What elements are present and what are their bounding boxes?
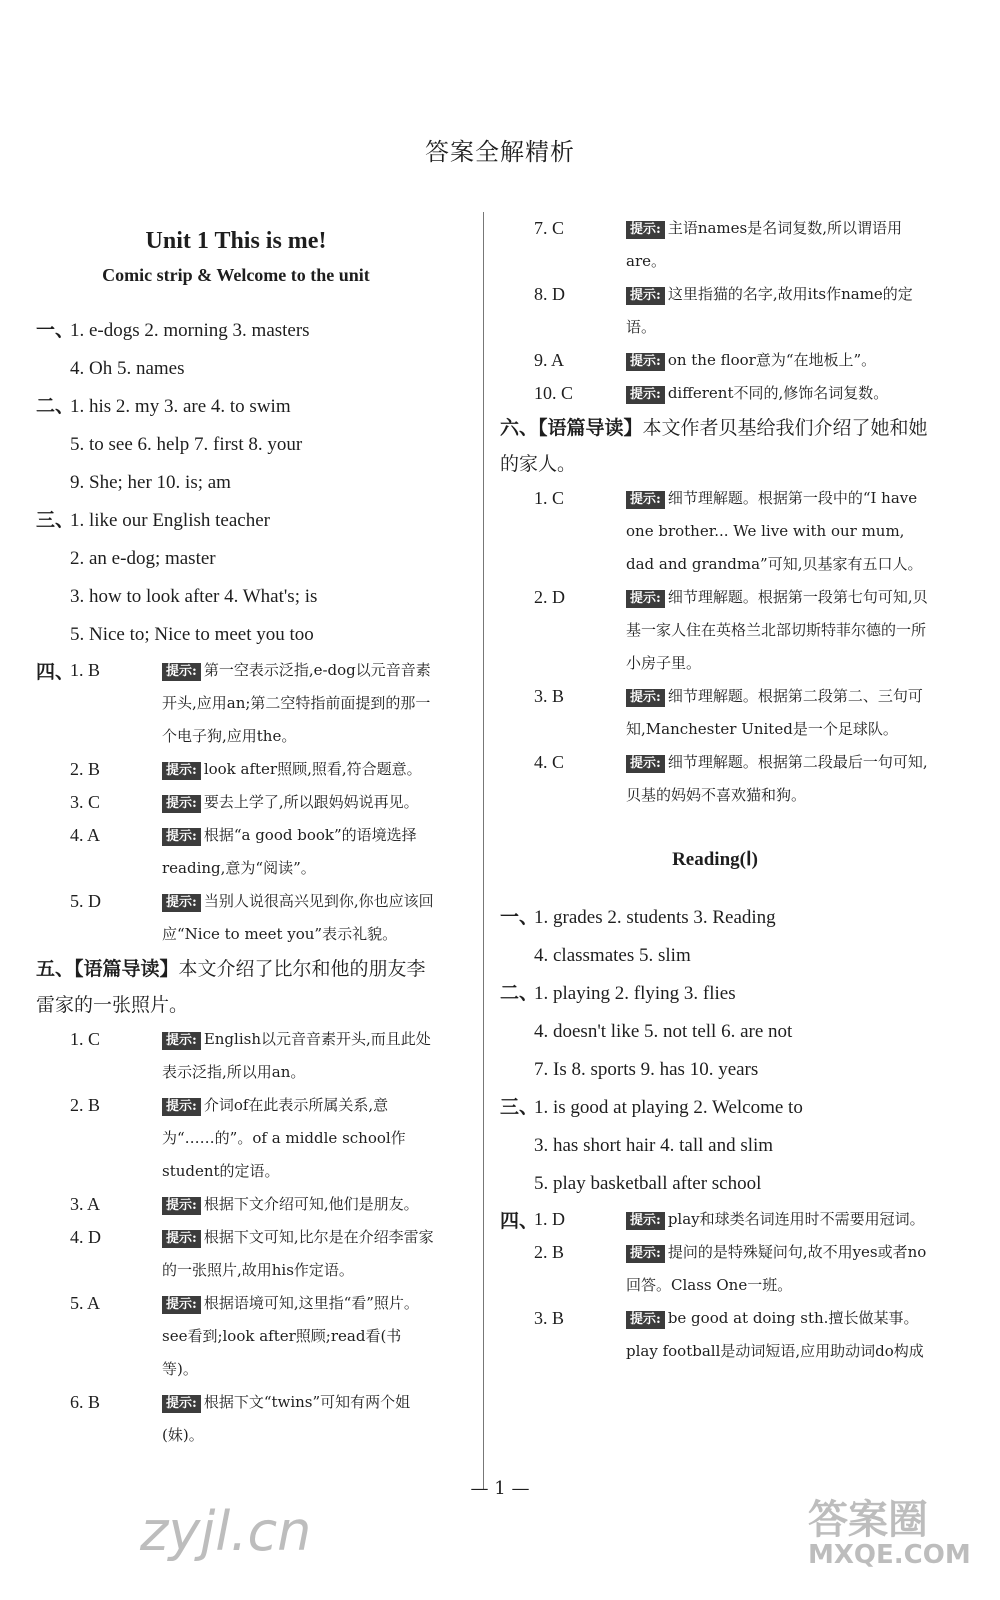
hint-item (70, 654, 436, 753)
answer-line: 5. play basketball after school (534, 1173, 762, 1194)
hint-text: play和球类名词连用时不需要用冠词。 (667, 1210, 925, 1228)
hint-text: 细节理解题。根据第二段第二、三句可知,Manchester United是一个足球队。 (626, 687, 923, 738)
hint-badge: 提示: (162, 894, 201, 912)
hint-badge: 提示: (626, 287, 665, 305)
passage-guide-text: 本文作者贝基给我们介绍了她和她的家人。 (500, 417, 928, 475)
hint-badge: 提示: (162, 1197, 201, 1215)
hint-text: look after照顾,照看,符合题意。 (203, 760, 422, 778)
hint-badge: 提示: (626, 590, 665, 608)
hint-badge: 提示: (626, 491, 665, 509)
section-number: 四、 (500, 1211, 539, 1232)
answer-line: 1. e-dogs 2. morning 3. masters (70, 320, 310, 341)
question-answer: 3. C (70, 792, 101, 812)
question-answer: 5. D (70, 891, 101, 911)
hint-badge: 提示: (162, 1098, 201, 1116)
section-number: 五、 (36, 958, 75, 980)
answer-line: 3. has short hair 4. tall and slim (534, 1135, 774, 1156)
section-subtitle: Comic strip & Welcome to the unit (102, 265, 370, 285)
reading-section-2 (500, 975, 930, 1089)
hint-item (70, 1386, 436, 1452)
hint-badge: 提示: (162, 795, 201, 813)
reading-title: Reading(Ⅰ) (672, 849, 758, 870)
question-answer: 6. B (70, 1392, 101, 1412)
watermark-logo: 答案圈 (808, 1497, 928, 1543)
section-1 (36, 312, 436, 388)
question-answer: 2. B (70, 759, 101, 779)
passage-intro (500, 410, 930, 482)
question-answer: 9. A (534, 350, 565, 370)
hint-item (534, 1203, 930, 1236)
answer-line: 5. to see 6. help 7. first 8. your (70, 434, 303, 455)
hint-item (534, 746, 930, 812)
reading-guide-label: 【语篇导读】 (538, 417, 643, 439)
hint-badge: 提示: (626, 353, 665, 371)
answer-line: 2. an e-dog; master (70, 548, 216, 569)
question-answer: 2. B (534, 1242, 565, 1262)
answer-line: 1. grades 2. students 3. Reading (534, 907, 776, 928)
hint-badge: 提示: (626, 1245, 665, 1263)
hint-text: 当别人说很高兴见到你,你也应该回应“Nice to meet you”表示礼貌。 (162, 892, 434, 943)
answer-line: 1. like our English teacher (70, 510, 270, 531)
question-answer: 8. D (534, 284, 565, 304)
hint-item (534, 377, 930, 410)
question-answer: 2. D (534, 587, 565, 607)
hint-text: 提问的是特殊疑问句,故不用yes或者no回答。Class One一班。 (626, 1243, 927, 1294)
hint-text: 要去上学了,所以跟妈妈说再见。 (203, 793, 419, 811)
column-divider (483, 212, 484, 1490)
hint-text: 第一空表示泛指,e-dog以元音音素开头,应用an;第二空特指前面提到的那一个电子狗,应用the。 (162, 661, 431, 745)
hint-text: 细节理解题。根据第一段中的“I have one brother... We live with our mum, dad and grandma”可知,贝基家有五口人。 (626, 489, 923, 573)
left-column (36, 228, 436, 1452)
hint-text: on the floor意为“在地板上”。 (667, 351, 877, 369)
hint-item (534, 680, 930, 746)
hint-text: 介词of在此表示所属关系,意为“……的”。of a middle school作student的定语。 (162, 1096, 406, 1180)
hint-item (70, 786, 436, 819)
hint-item (534, 581, 930, 680)
section-number: 三、 (500, 1097, 539, 1118)
hint-text: 根据“a good book”的语境选择reading,意为“阅读”。 (162, 826, 417, 877)
hint-text: 主语names是名词复数,所以谓语用are。 (626, 219, 902, 270)
hint-badge: 提示: (626, 1311, 665, 1329)
hint-item (70, 1023, 436, 1089)
question-answer: 1. C (70, 1029, 101, 1049)
page-title: 答案全解精析 (425, 138, 575, 166)
right-column (500, 212, 930, 1368)
hint-badge: 提示: (626, 689, 665, 707)
question-answer: 10. C (534, 383, 574, 403)
question-answer: 2. B (70, 1095, 101, 1115)
answer-line: 7. Is 8. sports 9. has 10. years (534, 1059, 759, 1080)
answer-line: 4. Oh 5. names (70, 358, 185, 379)
hint-badge: 提示: (162, 1230, 201, 1248)
hint-item (70, 1221, 436, 1287)
hint-badge: 提示: (162, 828, 201, 846)
section-2 (36, 388, 436, 502)
section-number: 二、 (500, 983, 539, 1004)
hint-badge: 提示: (162, 663, 201, 681)
question-answer: 1. B (70, 660, 101, 680)
section-number: 三、 (36, 510, 75, 531)
hint-text: 细节理解题。根据第一段第七句可知,贝基一家人住在英格兰北部切斯特菲尔德的一所小房子里。 (626, 588, 928, 672)
hint-text: 细节理解题。根据第二段最后一句可知,贝基的妈妈不喜欢猫和狗。 (626, 753, 928, 804)
hint-text: be good at doing sth.擅长做某事。play football是动词短语,应用助动词do构成 (626, 1309, 924, 1360)
hint-text: 根据下文“twins”可知有两个姐(妹)。 (162, 1393, 411, 1444)
answer-line: 3. how to look after 4. What's; is (70, 586, 318, 607)
hint-text: 这里指猫的名字,故用its作name的定语。 (626, 285, 913, 336)
section-number: 四、 (36, 662, 75, 683)
hint-item (70, 753, 436, 786)
question-answer: 3. B (534, 1308, 565, 1328)
hint-item (534, 344, 930, 377)
passage-intro (36, 951, 436, 1023)
hint-badge: 提示: (626, 221, 665, 239)
hint-badge: 提示: (162, 762, 201, 780)
hint-text: 根据下文可知,比尔是在介绍李雷家的一张照片,故用his作定语。 (162, 1228, 434, 1279)
answer-line: 1. his 2. my 3. are 4. to swim (70, 396, 291, 417)
hint-item (70, 885, 436, 951)
watermark-logo: zyjl.cn (140, 1500, 312, 1563)
section-number: 一、 (36, 320, 75, 341)
question-answer: 3. B (534, 686, 565, 706)
hint-badge: 提示: (626, 1212, 665, 1230)
question-answer: 4. D (70, 1227, 101, 1247)
section-number: 一、 (500, 907, 539, 928)
question-answer: 3. A (70, 1194, 101, 1214)
hint-text: 根据语境可知,这里指“看”照片。see看到;look after照顾;read看(书等)。 (162, 1294, 419, 1378)
answer-line: 9. She; her 10. is; am (70, 472, 231, 493)
hint-item (70, 1287, 436, 1386)
section-number: 六、 (500, 417, 539, 439)
answer-line: 4. doesn't like 5. not tell 6. are not (534, 1021, 793, 1042)
question-answer: 1. D (534, 1209, 565, 1229)
unit-title: Unit 1 This is me! (145, 228, 327, 254)
section-number: 二、 (36, 396, 75, 417)
reading-guide-label: 【语篇导读】 (74, 958, 179, 980)
hint-item (70, 1089, 436, 1188)
hint-item (70, 1188, 436, 1221)
hint-item (70, 819, 436, 885)
answer-line: 1. playing 2. flying 3. flies (534, 983, 736, 1004)
question-answer: 4. C (534, 752, 565, 772)
hint-badge: 提示: (162, 1395, 201, 1413)
hint-item (534, 1302, 930, 1368)
hint-badge: 提示: (162, 1032, 201, 1050)
passage-guide-text: 本文介绍了比尔和他的朋友李雷家的一张照片。 (36, 958, 426, 1016)
hint-item (534, 212, 930, 278)
hint-badge: 提示: (162, 1296, 201, 1314)
question-answer: 4. A (70, 825, 101, 845)
section-3 (36, 502, 436, 654)
hint-text: English以元音音素开头,而且此处表示泛指,所以用an。 (162, 1030, 431, 1081)
hint-item (534, 278, 930, 344)
hint-item (534, 1236, 930, 1302)
question-answer: 1. C (534, 488, 565, 508)
hint-item (534, 482, 930, 581)
question-answer: 7. C (534, 218, 565, 238)
question-answer: 5. A (70, 1293, 101, 1313)
answer-line: 5. Nice to; Nice to meet you too (70, 624, 314, 645)
reading-section-3 (500, 1089, 930, 1203)
answer-line: 1. is good at playing 2. Welcome to (534, 1097, 803, 1118)
reading-section-1 (500, 899, 930, 975)
answer-line: 4. classmates 5. slim (534, 945, 691, 966)
hint-badge: 提示: (626, 386, 665, 404)
hint-text: different不同的,修饰名词复数。 (667, 384, 889, 402)
hint-text: 根据下文介绍可知,他们是朋友。 (203, 1195, 419, 1213)
watermark-logo: MXQE.COM (808, 1540, 971, 1570)
hint-badge: 提示: (626, 755, 665, 773)
page-number: — 1 — (470, 1478, 530, 1499)
